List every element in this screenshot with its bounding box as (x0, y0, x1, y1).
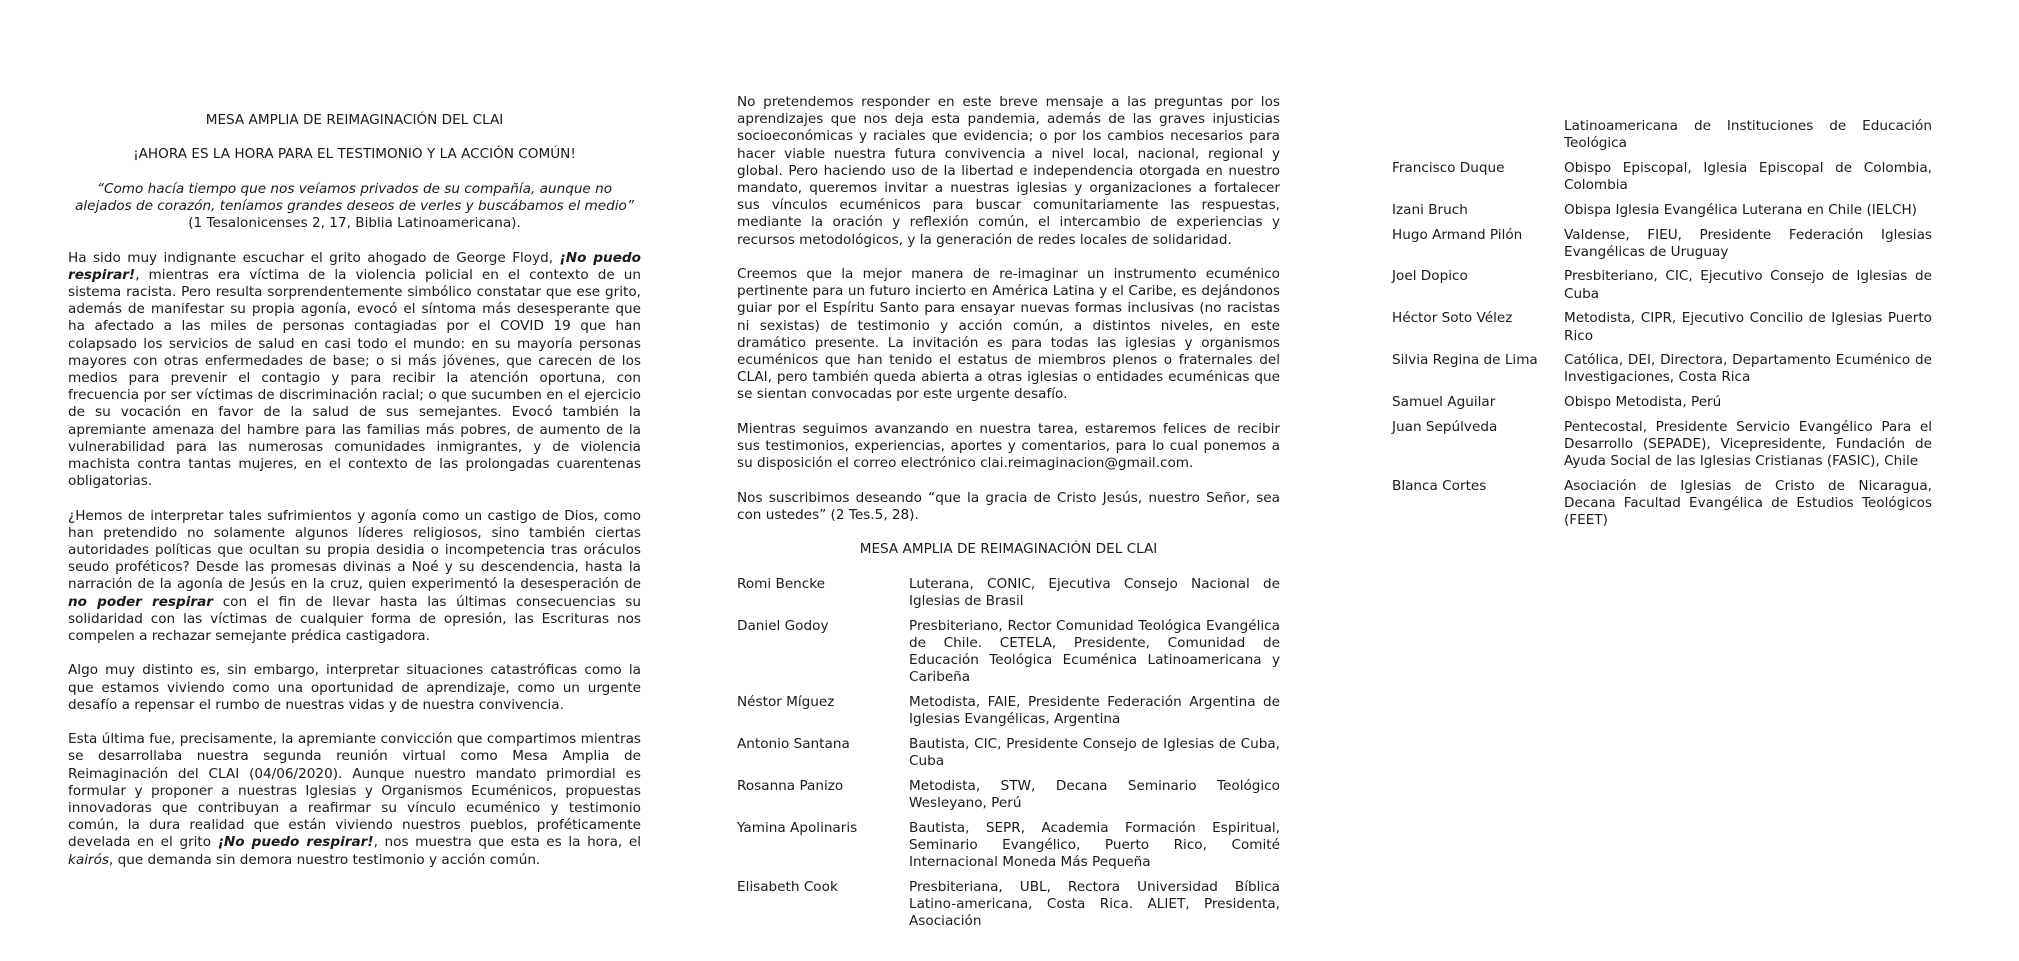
paragraph-8: Nos suscribimos deseando “que la gracia de Cristo Jesús, nuestro Señor, sea con ustedes” (2 Tes.5, 28). (737, 489, 1280, 523)
member-role: Metodista, STW, Decana Seminario Teológico Wesleyano, Perú (909, 777, 1280, 811)
text-run: Esta última fue, precisamente, la apremiante convicción que compartimos mientras se desarrollaba nuestra segunda reunión virtual como Mesa Amplia de Reimaginación del CLAI (04/06/2020). Aunque nuestro mandato primordial es formular y proponer a nuestras Iglesias y Organismos Ecuménicos, propuestas innovadoras que contribuyan a reafirmar su vínculo ecuménico y testimonio común, la dura realidad que están viviendo nuestros pueblos, proféticamente develada en el grito (68, 731, 641, 851)
member-role: Luterana, CONIC, Ejecutiva Consejo Nacional de Iglesias de Brasil (909, 575, 1280, 609)
member-row (1392, 310, 1932, 344)
member-role: Católica, DEI, Directora, Departamento Ecuménico de Investigaciones, Costa Rica (1564, 352, 1932, 386)
member-name: Joel Dopico (1392, 268, 1468, 285)
member-role: Asociación de Iglesias de Cristo de Nicaragua, Decana Facultad Evangélica de Estudios Teológicos (FEET) (1564, 477, 1932, 529)
member-name: Yamina Apolinaris (737, 819, 858, 836)
signature-heading: MESA AMPLIA DE REIMAGINACIÓN DEL CLAI (859, 541, 1158, 558)
quote-citation: (1 Tesalonicenses 2, 17, Biblia Latinoamericana). (188, 215, 521, 232)
epigraph-quote (68, 181, 641, 215)
member-row (737, 820, 1280, 872)
member-role: Latinoamericana de Instituciones de Educación Teológica (1564, 118, 1932, 152)
column-1 (68, 112, 641, 869)
member-name: Héctor Soto Vélez (1392, 310, 1513, 327)
member-name: Romi Bencke (737, 575, 826, 592)
member-row (737, 576, 1280, 610)
member-name: Francisco Duque (1392, 159, 1505, 176)
emphasis-text: no poder respirar (68, 593, 213, 610)
column-2 (737, 94, 1280, 938)
paragraph-5: No pretendemos responder en este breve mensaje a las preguntas por los aprendizajes que nos deja esta pandemia, además de las graves injusticias socioeconómicas y raciales que evidencia; o por los cambios necesarios para hacer viable nuestra futura convivencia a nivel local, nacional, regional y global. Pero haciendo uso de la libertad e independencia otorgada en nuestro mandato, queremos invitar a nuestras iglesias y organizaciones a fortalecer sus vínculos ecuménicos para buscar comunitariamente las respuestas, mediante la oración y reflexión común, el intercambio de experiencias y recursos metodológicos, y la generación de redes locales de solidaridad. (737, 94, 1280, 248)
empty-name-cell (1392, 118, 1564, 152)
member-row (1392, 352, 1932, 386)
member-role: Valdense, FIEU, Presidente Federación Iglesias Evangélicas de Uruguay (1564, 226, 1932, 260)
quote-line: “Como hacía tiempo que nos veíamos privados de su compañía, aunque no (96, 180, 613, 197)
member-list (737, 576, 1280, 931)
member-row (737, 694, 1280, 728)
member-name: Juan Sepúlveda (1392, 418, 1498, 435)
emphasis-text: ¡No puedo respirar! (217, 834, 374, 851)
paragraph-3: Algo muy distinto es, sin embargo, interpretar situaciones catastróficas como la que estamos viviendo como una oportunidad de aprendizaje, como un urgente desafío a repensar el rumbo de nuestras vidas y de nuestra convivencia. (68, 662, 641, 713)
member-role: Bautista, SEPR, Academia Formación Espiritual, Seminario Evangélico, Puerto Rico, Comité Internacional Moneda Más Pequeña (909, 819, 1280, 870)
member-row (737, 879, 1280, 931)
member-row (737, 778, 1280, 812)
member-role: Presbiteriana, UBL, Rectora Universidad Bíblica Latino-americana, Costa Rica. ALIET, Presidenta, Asociación (909, 878, 1280, 930)
member-role: Bautista, CIC, Presidente Consejo de Iglesias de Cuba, Cuba (909, 735, 1280, 769)
text-run: , que demanda sin demora nuestro testimonio y acción común. (108, 851, 541, 868)
member-name: Izani Bruch (1392, 201, 1468, 218)
member-role: Obispo Episcopal, Iglesia Episcopal de Colombia, Colombia (1564, 159, 1932, 194)
member-role: Pentecostal, Presidente Servicio Evangélico Para el Desarrollo (SEPADE), Vicepresidente, Fundación de Ayuda Social de las Iglesias Cristianas (FASIC), Chile (1564, 418, 1932, 470)
member-row (1392, 419, 1932, 471)
member-name: Samuel Aguilar (1392, 394, 1496, 411)
paragraph-7: Mientras seguimos avanzando en nuestra tarea, estaremos felices de recibir sus testimonios, experiencias, aportes y comentarios, para lo cual ponemos a su disposición el correo electrónico clai.reimaginacion@gmail.com. (737, 420, 1280, 472)
member-name: Elisabeth Cook (737, 878, 838, 895)
member-row (1392, 227, 1932, 261)
document-title: MESA AMPLIA DE REIMAGINACIÓN DEL CLAI (205, 112, 504, 128)
text-run: Ha sido muy indignante escuchar el grito ahogado de George Floyd, (68, 249, 560, 266)
member-row (1392, 268, 1932, 302)
text-run: , nos muestra que esta es la hora, el (373, 834, 641, 851)
member-role: Obispa Iglesia Evangélica Luterana en Chile (IELCH) (1564, 201, 1917, 218)
paragraph-2 (68, 508, 641, 646)
member-row (1392, 394, 1932, 411)
member-role: Presbiteriano, Rector Comunidad Teológica Evangélica de Chile. CETELA, Presidente, Comunidad de Educación Teológica Ecuménica Latinoamericana y Caribeña (909, 617, 1280, 686)
member-row (737, 736, 1280, 770)
document-subtitle: ¡AHORA ES LA HORA PARA EL TESTIMONIO Y LA ACCIÓN COMÚN! (133, 146, 576, 163)
member-row (1392, 202, 1932, 219)
emphasis-text: ¡No puedo respirar! (68, 249, 641, 283)
member-name: Silvia Regina de Lima (1392, 352, 1538, 369)
member-role: Metodista, FAIE, Presidente Federación Argentina de Iglesias Evangélicas, Argentina (909, 693, 1280, 728)
text-run: con el fin de llevar hasta las últimas consecuencias su solidaridad con las víctimas de cualquier forma de opresión, las Escrituras nos compelen a rechazar semejante prédica castigadora. (68, 593, 641, 645)
member-name: Hugo Armand Pilón (1392, 226, 1523, 243)
member-role: Metodista, CIPR, Ejecutivo Concilio de Iglesias Puerto Rico (1564, 310, 1932, 344)
member-row (1392, 478, 1932, 530)
column-3 (1392, 118, 1932, 537)
member-name: Rosanna Panizo (737, 777, 844, 794)
paragraph-6: Creemos que la mejor manera de re-imaginar un instrumento ecuménico pertinente para un futuro incierto en América Latina y el Caribe, es dejándonos guiar por el Espíritu Santo para ensayar nuevas formas inclusivas (no racistas ni sexistas) de testimonio y acción común, a distintos niveles, en este dramático presente. La invitación es para todas las iglesias y organismos ecuménicos que han tenido el estatus de miembros plenos o fraternales del CLAI, pero también queda abierta a otras iglesias o entidades ecuménicas que se sientan convocadas por este urgente desafío. (737, 266, 1280, 403)
paragraph-1 (68, 250, 641, 491)
quote-line: alejados de corazón, teníamos grandes deseos de verles y buscábamos el medio” (75, 197, 634, 214)
member-row (1392, 160, 1932, 194)
text-run: ¿Hemos de interpretar tales sufrimientos y agonía como un castigo de Dios, como han pretendido no solamente algunos líderes religiosos, sino también ciertas autoridades políticas que ocultan su propia desidia o incompetencia tras oráculos seudo proféticos? Desde las promesas divinas a Noé y su descendencia, hasta la narración de la agonía de Jesús en la cruz, quien experimentó la desesperación de (68, 507, 641, 593)
member-name: Blanca Cortes (1392, 477, 1487, 494)
text-run: , mientras era víctima de la violencia policial en el contexto de un sistema racista. Pero resulta sorprendentemente simbólico constatar que ese grito, además de manifestar su propia agonía, evocó el síntoma más desesperante que ha afectado a las miles de personas contagiadas por el COVID 19 que han colapsado los servicios de salud en casi todo el mundo: en su mayoría personas mayores con otras enfermedades de base; o si más jóvenes, que carecen de los medios para prevenir el contagio y para recibir la atención oportuna, con frecuencia por ser víctimas de discriminación racial; o que sucumben en el ejercicio de su vocación en favor de la salud de sus semejantes. Evocó también la apremiante amenaza del hambre para las familias más pobres, de aumento de la vulnerabilidad para las numerosas comunidades inmigrantes, y de violencia machista contra tantas mujeres, en el contexto de las prolongadas cuarentenas obligatorias. (68, 266, 641, 490)
member-row-continuation (1392, 118, 1932, 152)
member-name: Antonio Santana (737, 735, 850, 752)
member-name: Néstor Míguez (737, 693, 835, 710)
member-role: Presbiteriano, CIC, Ejecutivo Consejo de Iglesias de Cuba (1564, 268, 1932, 302)
member-row (737, 618, 1280, 687)
member-role: Obispo Metodista, Perú (1564, 394, 1722, 411)
member-name: Daniel Godoy (737, 617, 829, 634)
italic-text: kairós (68, 851, 109, 868)
paragraph-4 (68, 731, 641, 869)
